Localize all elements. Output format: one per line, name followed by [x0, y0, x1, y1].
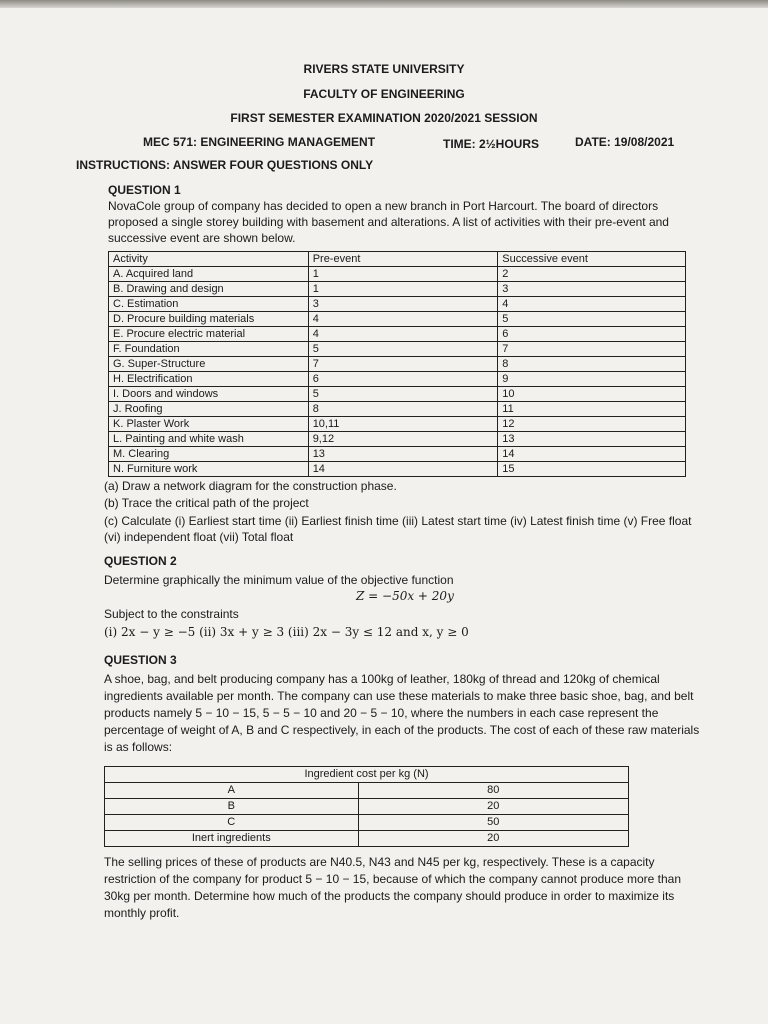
- pre-event-cell: 4: [308, 327, 498, 342]
- successive-event-cell: 9: [498, 372, 686, 387]
- question-1c: (c) Calculate (i) Earliest start time (ii) Earliest finish time (iii) Latest start time (iv) Latest finish time (v) Free float (vi) independent float (vii) Total float: [104, 514, 692, 544]
- question-2-text: Determine graphically the minimum value of the objective function: [104, 573, 454, 587]
- successive-event-cell: 11: [498, 402, 686, 417]
- ingredient-cell: C: [105, 815, 359, 831]
- exam-title: FIRST SEMESTER EXAMINATION 2020/2021 SESSION: [230, 111, 538, 125]
- successive-event-cell: 4: [498, 297, 686, 312]
- table-row: [109, 297, 686, 312]
- activity-cell: D. Procure building materials: [109, 312, 309, 327]
- table-row: [105, 831, 629, 847]
- table-row: [109, 267, 686, 282]
- activity-cell: G. Super-Structure: [109, 357, 309, 372]
- exam-date: DATE: 19/08/2021: [575, 135, 675, 149]
- question-3-title: QUESTION 3: [104, 653, 177, 667]
- scan-edge: [0, 0, 768, 8]
- cost-cell: 50: [358, 815, 628, 831]
- column-header: Successive event: [498, 252, 686, 267]
- column-header: Ingredient cost per kg (N): [105, 767, 629, 783]
- cost-cell: 80: [358, 783, 628, 799]
- successive-event-cell: 12: [498, 417, 686, 432]
- pre-event-cell: 3: [308, 297, 498, 312]
- successive-event-cell: 6: [498, 327, 686, 342]
- table-row: [109, 372, 686, 387]
- ingredient-cell: Inert ingredients: [105, 831, 359, 847]
- ingredient-cell: B: [105, 799, 359, 815]
- course-code: MEC 571: ENGINEERING MANAGEMENT: [143, 135, 376, 149]
- successive-event-cell: 15: [498, 462, 686, 477]
- pre-event-cell: 6: [308, 372, 498, 387]
- question-1b: (b) Trace the critical path of the project: [104, 496, 309, 510]
- question-1a: (a) Draw a network diagram for the construction phase.: [104, 479, 397, 493]
- exam-time: TIME: 2½HOURS: [443, 137, 540, 151]
- pre-event-cell: 7: [308, 357, 498, 372]
- table-row: [105, 799, 629, 815]
- question-1-title: QUESTION 1: [108, 183, 181, 197]
- table-row: [109, 312, 686, 327]
- pre-event-cell: 9,12: [308, 432, 498, 447]
- table-row: [109, 387, 686, 402]
- objective-function: Z = −50x + 20y: [356, 589, 454, 603]
- pre-event-cell: 5: [308, 387, 498, 402]
- column-header: Activity: [109, 252, 309, 267]
- question-1-intro: NovaCole group of company has decided to open a new branch in Port Harcourt. The board of directors proposed a single storey building with basement and alterations. A list of activities with their pre-event and successive event are shown below.: [108, 199, 669, 245]
- table-row: [109, 447, 686, 462]
- activity-cell: B. Drawing and design: [109, 282, 309, 297]
- constraints-label: Subject to the constraints: [104, 607, 239, 621]
- table-row: [109, 327, 686, 342]
- activity-cell: H. Electrification: [109, 372, 309, 387]
- question-2-title: QUESTION 2: [104, 554, 177, 568]
- activity-cell: C. Estimation: [109, 297, 309, 312]
- ingredient-cell: A: [105, 783, 359, 799]
- pre-event-cell: 13: [308, 447, 498, 462]
- table-row: [109, 402, 686, 417]
- table-row: [109, 282, 686, 297]
- successive-event-cell: 10: [498, 387, 686, 402]
- activity-cell: K. Plaster Work: [109, 417, 309, 432]
- successive-event-cell: 2: [498, 267, 686, 282]
- ingredient-cost-table: [104, 766, 629, 847]
- table-row: [109, 357, 686, 372]
- cost-cell: 20: [358, 799, 628, 815]
- activity-cell: A. Acquired land: [109, 267, 309, 282]
- pre-event-cell: 5: [308, 342, 498, 357]
- pre-event-cell: 14: [308, 462, 498, 477]
- table-row: [109, 462, 686, 477]
- faculty-title: FACULTY OF ENGINEERING: [303, 87, 465, 101]
- table-header-row: [109, 252, 686, 267]
- successive-event-cell: 3: [498, 282, 686, 297]
- successive-event-cell: 5: [498, 312, 686, 327]
- successive-event-cell: 8: [498, 357, 686, 372]
- instructions: INSTRUCTIONS: ANSWER FOUR QUESTIONS ONLY: [76, 158, 374, 172]
- table-row: [109, 417, 686, 432]
- activity-cell: M. Clearing: [109, 447, 309, 462]
- table-row: [105, 815, 629, 831]
- cost-cell: 20: [358, 831, 628, 847]
- pre-event-cell: 4: [308, 312, 498, 327]
- successive-event-cell: 13: [498, 432, 686, 447]
- activity-cell: J. Roofing: [109, 402, 309, 417]
- pre-event-cell: 1: [308, 282, 498, 297]
- table-row: [109, 432, 686, 447]
- table-row: [109, 342, 686, 357]
- activity-cell: N. Furniture work: [109, 462, 309, 477]
- exam-page: [0, 8, 768, 1024]
- pre-event-cell: 1: [308, 267, 498, 282]
- successive-event-cell: 14: [498, 447, 686, 462]
- activity-cell: I. Doors and windows: [109, 387, 309, 402]
- table-header-row: [105, 767, 629, 783]
- activity-cell: L. Painting and white wash: [109, 432, 309, 447]
- constraints: (i) 2x − y ≥ −5 (ii) 3x + y ≥ 3 (iii) 2x − 3y ≤ 12 and x, y ≥ 0: [104, 625, 469, 639]
- activity-cell: E. Procure electric material: [109, 327, 309, 342]
- table-row: [105, 783, 629, 799]
- activity-cell: F. Foundation: [109, 342, 309, 357]
- successive-event-cell: 7: [498, 342, 686, 357]
- pre-event-cell: 8: [308, 402, 498, 417]
- question-3-intro: A shoe, bag, and belt producing company has a 100kg of leather, 180kg of thread and 120kg of chemical ingredients available per month. The company can use these materials to make three basic shoe, bag, and belt products namely 5 − 10 − 15, 5 − 5 − 10 and 20 − 5 − 10, where the numbers in each case represent the percentage of weight of A, B and C respectively, in each of the products. The cost of each of these raw materials is as follows:: [104, 672, 700, 754]
- pre-event-cell: 10,11: [308, 417, 498, 432]
- activity-table: [108, 251, 686, 477]
- question-3-closing: The selling prices of these of products are N40.5, N43 and N45 per kg, respectively. These is a capacity restriction of the company for product 5 − 10 − 15, because of which the company cannot produce more than 30kg per month. Determine how much of the products the company should produce in order to maximize its monthly profit.: [104, 855, 682, 920]
- column-header: Pre-event: [308, 252, 498, 267]
- university-title: RIVERS STATE UNIVERSITY: [303, 62, 465, 76]
